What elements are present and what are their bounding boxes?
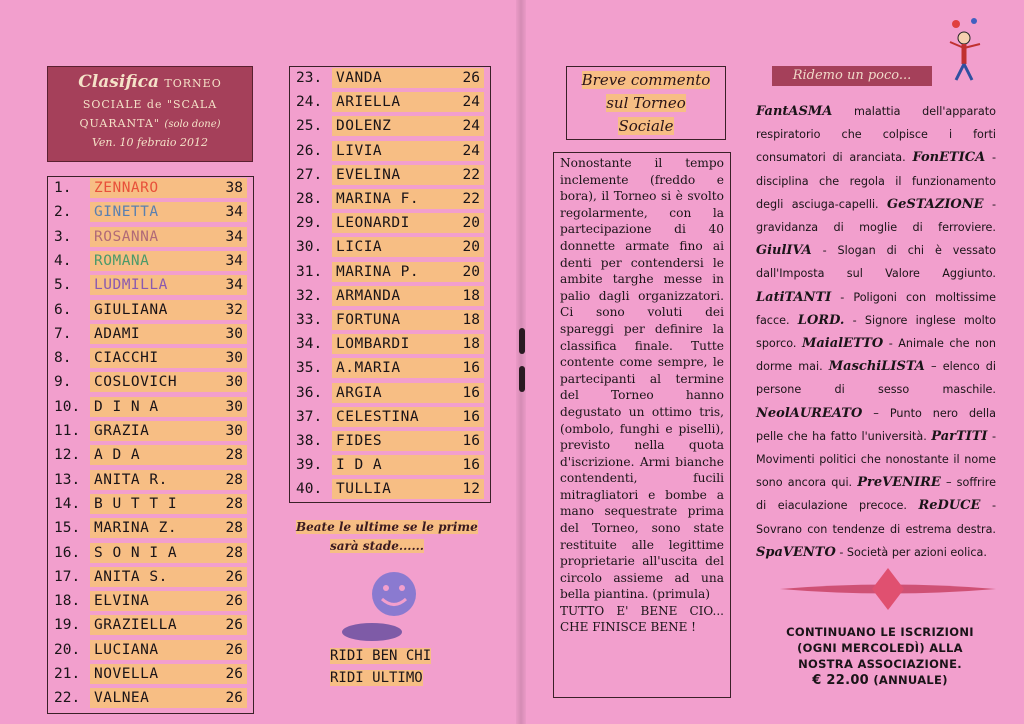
ranking-position: 34. <box>296 336 323 353</box>
ranking-row <box>296 140 484 162</box>
ranking-name: LUDMILLA <box>90 275 209 295</box>
ranking-points: 34 <box>209 202 247 222</box>
ranking-row <box>296 309 484 331</box>
ranking-row <box>296 333 484 355</box>
ranking-row <box>296 261 484 283</box>
ranking-points: 30 <box>209 397 247 417</box>
ranking-points: 16 <box>446 358 484 378</box>
joke-definition: - disciplina che regola il funzionamento degli asciuga-capelli. <box>756 151 996 211</box>
ranking-position: 22. <box>54 690 81 707</box>
ranking-points: 16 <box>446 407 484 427</box>
ranking-position: 3. <box>54 228 72 245</box>
ranking-name: ANITA R. <box>90 470 209 490</box>
ranking-position: 6. <box>54 301 72 318</box>
ranking-points: 26 <box>209 640 247 660</box>
diamond-ornament-icon <box>780 566 996 612</box>
ridi-line-2: RIDI ULTIMO <box>330 670 423 686</box>
joke-definition: - Signore inglese molto sporco. <box>756 313 996 351</box>
ranking-position: 7. <box>54 325 72 342</box>
joke-definition: - Poligoni con moltissime facce. <box>756 290 996 327</box>
ranking-position: 24. <box>296 94 323 111</box>
ranking-name: MARINA Z. <box>90 518 209 538</box>
ranking-name: ARMANDA <box>332 286 446 306</box>
ranking-name: GINETTA <box>90 202 209 222</box>
ranking-points: 26 <box>209 688 247 708</box>
ranking-row <box>54 663 247 685</box>
ranking-name: EVELINA <box>332 165 446 185</box>
ranking-name: VALNEA <box>90 688 209 708</box>
ranking-points: 28 <box>209 494 247 514</box>
ranking-points: 20 <box>446 237 484 257</box>
ranking-position: 12. <box>54 447 81 464</box>
ranking-row <box>54 639 247 661</box>
ranking-points: 26 <box>209 664 247 684</box>
ridi-caption <box>330 645 470 689</box>
ranking-position: 19. <box>54 617 81 634</box>
juggler-figure-icon <box>942 16 988 84</box>
ranking-row <box>54 590 247 612</box>
ranking-points: 16 <box>446 455 484 475</box>
ranking-position: 5. <box>54 277 72 294</box>
ranking-points: 28 <box>209 518 247 538</box>
ranking-name: ZENNARO <box>90 178 209 198</box>
ranking-name: A.MARIA <box>332 358 446 378</box>
ranking-row <box>296 67 484 89</box>
ranking-position: 15. <box>54 520 81 537</box>
joke-term: MaschiLISTA <box>828 359 925 375</box>
ranking-row <box>296 188 484 210</box>
comment-end: TUTTO E' BENE CIO... CHE FINISCE BENE ! <box>560 604 724 635</box>
iscrizioni-line-2: (OGNI MERCOLEDÌ) ALLA <box>797 641 963 655</box>
ranking-points: 18 <box>446 286 484 306</box>
smiley-icon <box>342 566 428 646</box>
ranking-position: 16. <box>54 544 81 561</box>
ridemo-title: Ridemo un poco... <box>772 66 932 86</box>
title-solo-done: (solo done) <box>164 119 221 130</box>
ranking-row <box>296 115 484 137</box>
joke-definition: - Sovrano con tendenze di estrema destra. <box>756 499 996 536</box>
ranking-row <box>296 357 484 379</box>
joke-term: SpaVENTO <box>756 544 836 560</box>
ranking-name: VANDA <box>332 68 446 88</box>
comment-title-box <box>566 66 726 140</box>
iscrizioni-line-3: NOSTRA ASSOCIAZIONE. <box>798 657 962 671</box>
ranking-row <box>54 347 247 369</box>
title-clasifica: Clasifica <box>78 72 160 92</box>
ranking-points: 24 <box>446 92 484 112</box>
ranking-name: ADAMI <box>90 324 209 344</box>
joke-definition: – Punto nero della pelle che ha fatto l'università. <box>756 406 996 443</box>
ranking-row <box>296 91 484 113</box>
ranking-position: 39. <box>296 457 323 474</box>
ranking-position: 26. <box>296 142 323 159</box>
ranking-points: 34 <box>209 227 247 247</box>
ranking-position: 9. <box>54 374 72 391</box>
ranking-name: FIDES <box>332 431 446 451</box>
fold-mark-bottom <box>519 366 525 392</box>
joke-term: NeolAUREATO <box>756 405 863 421</box>
ranking-points: 34 <box>209 275 247 295</box>
ranking-name: I D A <box>332 455 446 475</box>
ranking-row <box>296 406 484 428</box>
ranking-position: 10. <box>54 398 81 415</box>
joke-definition: - Animale che non dorme mai. <box>756 337 996 374</box>
ranking-position: 21. <box>54 666 81 682</box>
ranking-points: 30 <box>209 348 247 368</box>
joke-term: FantASMA <box>756 104 833 119</box>
title-date: Ven. 10 febraio 2012 <box>91 136 209 149</box>
ranking-row <box>54 201 247 223</box>
ranking-points: 26 <box>446 68 484 88</box>
ranking-row <box>54 323 247 345</box>
joke-term: ParTITI <box>931 428 988 444</box>
joke-term: LatiTANTI <box>756 289 832 305</box>
joke-definition: – elenco di persone di sesso maschile. <box>756 360 996 397</box>
ranking-points: 20 <box>446 213 484 233</box>
ranking-points: 28 <box>209 445 247 465</box>
ranking-position: 36. <box>296 384 323 401</box>
title-torneo: TORNEO <box>164 77 222 90</box>
ranking-name: ELVINA <box>90 591 209 611</box>
joke-term: MaialETTO <box>801 336 884 352</box>
ranking-row <box>296 454 484 476</box>
ranking-name: S O N I A <box>90 543 209 563</box>
ranking-name: D I N A <box>90 397 209 417</box>
ranking-row <box>54 274 247 296</box>
ranking-row <box>296 478 484 500</box>
ultime-line-2: sarà stade...... <box>330 539 424 553</box>
fold-mark-top <box>519 328 525 354</box>
ranking-position: 40. <box>296 481 323 498</box>
iscrizioni-price-line <box>770 672 990 689</box>
ranking-name: DOLENZ <box>332 116 446 136</box>
ranking-points: 12 <box>446 479 484 499</box>
ranking-points: 30 <box>209 421 247 441</box>
ranking-name: FORTUNA <box>332 310 446 330</box>
joke-term: GiulIVA <box>756 243 812 259</box>
ranking-row <box>54 444 247 466</box>
comment-body <box>553 152 731 698</box>
ranking-name: LIVIA <box>332 141 446 161</box>
ranking-position: 20. <box>54 641 81 658</box>
ultime-caption <box>296 518 486 556</box>
title-line-3 <box>48 114 252 134</box>
ranking-position: 37. <box>296 408 323 425</box>
ranking-row <box>54 566 247 588</box>
ranking-points: 18 <box>446 334 484 354</box>
ranking-name: NOVELLA <box>90 664 209 684</box>
ranking-name: ARGIA <box>332 383 446 403</box>
ranking-position: 17. <box>54 568 81 585</box>
ridi-line-1: RIDI BEN CHI <box>330 648 432 664</box>
ranking-name: LICIA <box>332 237 446 257</box>
ranking-name: A D A <box>90 445 209 465</box>
ranking-name: COSLOVICH <box>90 372 209 392</box>
title-quaranta: QUARANTA" <box>79 117 160 130</box>
ranking-name: LEONARDI <box>332 213 446 233</box>
ranking-position: 38. <box>296 433 323 449</box>
ranking-row <box>296 285 484 307</box>
ranking-position: 32. <box>296 287 323 304</box>
ranking-position: 28. <box>296 191 323 207</box>
title-box <box>47 66 253 162</box>
ranking-points: 22 <box>446 189 484 209</box>
ranking-points: 28 <box>209 470 247 490</box>
ranking-position: 2. <box>54 204 72 221</box>
ranking-middle-box <box>289 66 491 503</box>
ranking-row <box>296 382 484 404</box>
ranking-name: MARINA P. <box>332 262 446 282</box>
ranking-name: ANITA S. <box>90 567 209 587</box>
ranking-points: 30 <box>209 372 247 392</box>
joke-definition: - Società per azioni eolica. <box>839 545 987 559</box>
page-fold <box>516 0 526 724</box>
comment-text: Nonostante il tempo inclemente (freddo e bora), il Torneo si è svolto regolarmente, con la partecipazione di 40 donnette armate fino ai denti per contendersi le ambite targhe messe in palio dagli organizzatori. Ci sono voluti dei spareggi per definire la classifica finale. Tutte contente come sempre, le partecipanti al termine del Torneo hanno degustato un ottimo tris, (ombolo, funghi e piselli), previsto nella quota d'iscrizione. Armi bianche contendenti, fucili mitragliatori e bombe a mano sequestrate prima del Torneo, sono state restituite alle legittime proprietarie all'uscita del circolo assieme ad una bella piantina. (primula) <box>560 156 724 602</box>
ranking-row <box>54 493 247 515</box>
ranking-row <box>54 542 247 564</box>
ranking-name: CIACCHI <box>90 348 209 368</box>
ranking-row <box>54 226 247 248</box>
ranking-position: 13. <box>54 471 81 488</box>
ranking-name: GIULIANA <box>90 300 209 320</box>
ranking-name: B U T T I <box>90 494 209 514</box>
ranking-position: 14. <box>54 495 81 512</box>
ranking-position: 8. <box>54 350 72 367</box>
ranking-row <box>296 212 484 234</box>
ranking-name: LUCIANA <box>90 640 209 660</box>
ranking-points: 16 <box>446 383 484 403</box>
ranking-position: 1. <box>54 180 72 196</box>
ranking-points: 24 <box>446 116 484 136</box>
ranking-position: 33. <box>296 312 323 328</box>
ranking-row <box>54 371 247 393</box>
joke-term: LORD. <box>797 312 845 328</box>
iscrizioni-period: (ANNUALE) <box>873 673 948 687</box>
ranking-row <box>54 250 247 272</box>
ranking-name: CELESTINA <box>332 407 446 427</box>
ranking-name: ARIELLA <box>332 92 446 112</box>
ranking-row <box>296 164 484 186</box>
ranking-row <box>54 299 247 321</box>
joke-definition: - Movimenti politici che nonostante il nome sono ancora qui. <box>756 429 997 490</box>
ranking-points: 26 <box>209 591 247 611</box>
ranking-points: 38 <box>209 178 247 198</box>
ranking-position: 27. <box>296 166 323 183</box>
ranking-row <box>54 614 247 636</box>
ranking-left-box <box>47 176 254 714</box>
ranking-points: 32 <box>209 300 247 320</box>
ranking-position: 35. <box>296 360 323 377</box>
joke-definition: – soffrire di eiaculazione precoce. <box>756 476 996 513</box>
ranking-name: ROSANNA <box>90 227 209 247</box>
ranking-points: 30 <box>209 324 247 344</box>
ranking-points: 20 <box>446 262 484 282</box>
joke-term: ReDUCE <box>918 498 981 514</box>
ranking-row <box>54 420 247 442</box>
joke-term: PreVENIRE <box>857 475 941 491</box>
joke-term: GeSTAZIONE <box>887 196 984 212</box>
ranking-points: 22 <box>446 165 484 185</box>
ranking-name: ROMANA <box>90 251 209 271</box>
iscrizioni-price: € 22.00 <box>812 673 870 688</box>
ranking-row <box>54 687 247 709</box>
ranking-position: 18. <box>54 593 81 610</box>
title-line-1 <box>48 71 252 95</box>
ranking-points: 24 <box>446 141 484 161</box>
joke-definition: - gravidanza di moglie di ferroviere. <box>756 197 997 235</box>
comment-title-1: Breve commento <box>581 71 711 89</box>
ranking-points: 26 <box>209 567 247 587</box>
comment-title-3: Sociale <box>618 117 674 135</box>
ranking-position: 30. <box>296 239 323 256</box>
ranking-position: 31. <box>296 263 323 280</box>
joke-term: FonETICA <box>912 150 986 166</box>
ranking-name: TULLIA <box>332 479 446 499</box>
title-line-2: SOCIALE de "SCALA <box>82 98 218 111</box>
iscrizioni-notice <box>770 624 990 689</box>
ranking-position: 25. <box>296 118 323 135</box>
ranking-row <box>296 430 484 452</box>
ranking-name: GRAZIELLA <box>90 615 209 635</box>
iscrizioni-line-1: CONTINUANO LE ISCRIZIONI <box>786 625 974 639</box>
ranking-row <box>54 469 247 491</box>
ranking-points: 28 <box>209 543 247 563</box>
ranking-name: GRAZIA <box>90 421 209 441</box>
jokes-list <box>756 100 996 564</box>
ranking-position: 4. <box>54 252 72 269</box>
ranking-points: 34 <box>209 251 247 271</box>
ranking-name: MARINA F. <box>332 189 446 209</box>
ranking-name: LOMBARDI <box>332 334 446 354</box>
joke-definition: - Slogan di chi è vessato dall'Imposta sul Valore Aggiunto. <box>756 244 996 281</box>
ranking-row <box>54 177 247 199</box>
ranking-points: 18 <box>446 310 484 330</box>
ultime-line-1: Beate le ultime se le prime <box>296 520 478 534</box>
ranking-position: 23. <box>296 70 323 86</box>
comment-title-2: sul Torneo <box>606 94 686 112</box>
ranking-position: 29. <box>296 215 323 232</box>
ranking-row <box>296 236 484 258</box>
ranking-row <box>54 396 247 418</box>
ranking-points: 26 <box>209 615 247 635</box>
joke-definition: malattia dell'apparato respiratorio che colpisce i forti consumatori di aranciata. <box>756 105 996 165</box>
ranking-row <box>54 517 247 539</box>
ranking-position: 11. <box>54 423 81 439</box>
ranking-points: 16 <box>446 431 484 451</box>
